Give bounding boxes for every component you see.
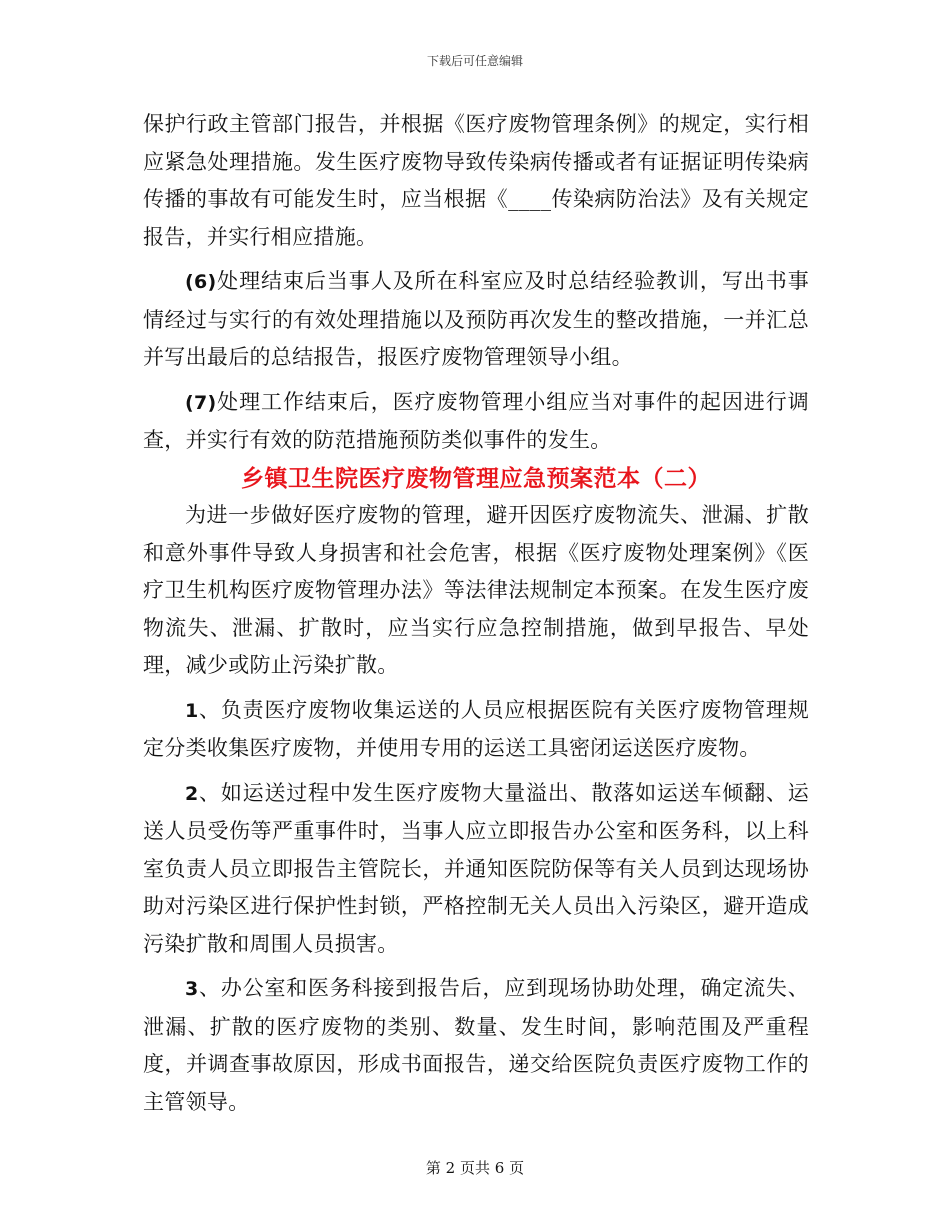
paragraph-item-2: [143, 775, 809, 964]
paragraph-text: 处理工作结束后，医疗废物管理小组应当对事件的起因进行调查，并实行有效的防范措施预防类似事件的发生。: [143, 389, 809, 452]
paragraph-item-7: [143, 384, 809, 460]
page-header: 下载后可任意编辑: [426, 54, 523, 68]
page-footer: 第 2 页共 6 页: [425, 1159, 525, 1177]
document-body: [143, 106, 809, 1121]
paragraph-item-6: [143, 263, 809, 377]
section-title: 乡镇卫生院医疗废物管理应急预案范本（二）: [241, 464, 711, 492]
paragraph-text: 、负责医疗废物收集运送的人员应根据医院有关医疗废物管理规定分类收集医疗废物，并使用专用的运送工具密闭运送医疗废物。: [143, 697, 809, 760]
paragraph-intro: 为进一步做好医疗废物的管理，避开因医疗废物流失、泄漏、扩散和意外事件导致人身损害和社会危害，根据《医疗废物处理案例》《医疗卫生机构医疗废物管理办法》等法律法规制定本预案。在发生医疗废物流失、泄漏、扩散时，应当实行应急控制措施，做到早报告、早处理，减少或防止污染扩散。: [143, 503, 809, 677]
paragraph-continued: 保护行政主管部门报告，并根据《医疗废物管理条例》的规定，实行相应紧急处理措施。发生医疗废物导致传染病传播或者有证据证明传染病传播的事故有可能发生时，应当根据《____传染病防治法》及有关规定报告，并实行相应措施。: [143, 112, 809, 249]
paragraph-item-3: [143, 970, 809, 1121]
item-number: 2: [185, 782, 199, 805]
item-number: 3: [185, 978, 199, 1000]
paragraph-item-1: [143, 692, 809, 768]
item-number: (6): [185, 271, 217, 293]
paragraph-text: 处理结束后当事人及所在科室应及时总结经验教训，写出书事情经过与实行的有效处理措施以及预防再次发生的整改措施，一并汇总并写出最后的总结报告，报医疗废物管理领导小组。: [143, 269, 809, 369]
item-number: 1: [185, 699, 199, 722]
paragraph-text: 、如运送过程中发生医疗废物大量溢出、散落如运送车倾翻、运送人员受伤等严重事件时，当事人应立即报告办公室和医务科，以上科室负责人员立即报告主管院长，并通知医院防保等有关人员到达现场协助对污染区进行保护性封锁，严格控制无关人员出入污染区，避开造成污染扩散和周围人员损害。: [143, 780, 809, 956]
paragraph-text: 、办公室和医务科接到报告后，应到现场协助处理，确定流失、泄漏、扩散的医疗废物的类别、数量、发生时间，影响范围及严重程度，并调查事故原因，形成书面报告，递交给医院负责医疗废物工作的主管领导。: [143, 976, 809, 1114]
item-number: (7): [185, 391, 217, 414]
